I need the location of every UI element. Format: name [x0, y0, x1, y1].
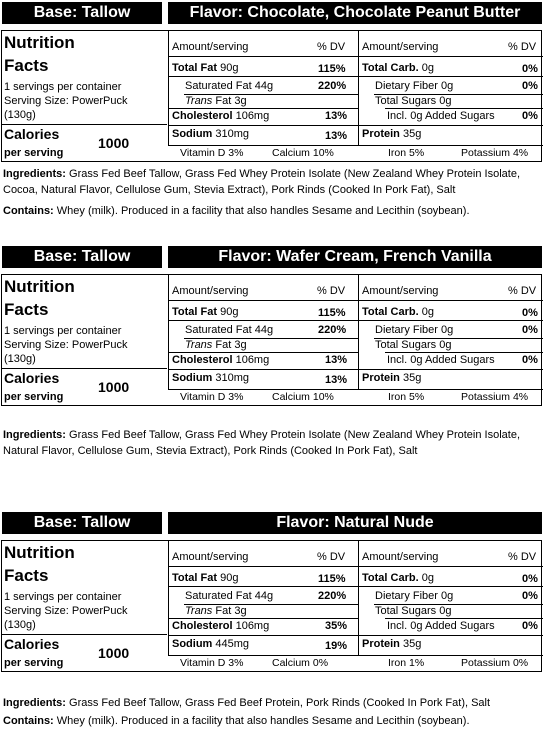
iron-label: Iron: [388, 657, 407, 669]
servings-per-container: 1 servings per container: [4, 591, 122, 603]
serving-size: Serving Size: PowerPuck: [4, 339, 128, 351]
added-sugars-dv: 0%: [522, 110, 538, 122]
ingredients-value: Grass Fed Beef Tallow, Grass Fed Whey Protein Isolate (New Zealand Whey Protein Isolate, Cocoa, Natural Flavor, Cellulose Gum, Stevia Extract), Pork Rinds (Cooked In Pork Fat), Salt: [3, 168, 521, 196]
iron-value: 1%: [409, 657, 425, 669]
calcium-label: Calcium: [272, 657, 310, 669]
trans-fat-value: 3g: [234, 605, 247, 617]
trans-fat-row: [185, 605, 247, 617]
ingredients-value: Grass Fed Beef Tallow, Grass Fed Beef Protein, Pork Rinds (Cooked In Pork Fat), Salt: [69, 697, 491, 709]
calories-divider: [2, 368, 167, 369]
vitamin-d-value: 3%: [228, 391, 244, 403]
per-serving-label: per serving: [4, 657, 64, 669]
sodium-dv: 13%: [325, 374, 348, 386]
saturated-fat-value: 44g: [254, 590, 274, 602]
saturated-fat-label: Saturated Fat: [185, 590, 252, 602]
incl-label: Incl.: [387, 110, 408, 122]
vitamin-divider: [168, 655, 543, 656]
sodium-label: Sodium: [172, 372, 213, 384]
calcium-value: 0%: [312, 657, 329, 669]
total-fat-row: [172, 572, 238, 584]
saturated-fat-value: 44g: [254, 80, 274, 92]
trans-fat-value: 3g: [234, 95, 247, 107]
cholesterol-dv: 35%: [325, 620, 348, 632]
nutrition-facts-panel: [1, 30, 542, 162]
calories-label: Calories: [4, 126, 60, 142]
total-sugars-row: [375, 95, 451, 107]
serving-size: Serving Size: PowerPuck: [4, 95, 128, 107]
nutrition-title: Nutrition: [4, 277, 75, 296]
amount-serving-header: Amount/serving: [172, 551, 249, 563]
per-serving-label: per serving: [4, 391, 64, 403]
saturated-fat-row: [185, 80, 273, 92]
calories-label: Calories: [4, 370, 60, 386]
cholesterol-value: 106mg: [235, 620, 270, 632]
row-divider: [358, 300, 543, 301]
protein-row: [362, 638, 421, 650]
added-sugars-value: 0g: [410, 620, 423, 632]
contains-label: Contains:: [3, 715, 54, 727]
cholesterol-dv: 13%: [325, 110, 348, 122]
saturated-fat-dv: 220%: [318, 590, 347, 602]
row-divider: [168, 76, 358, 77]
cholesterol-dv: 13%: [325, 354, 348, 366]
total-carb-dv: 0%: [522, 307, 538, 319]
protein-row: [362, 372, 421, 384]
row-divider: [358, 369, 543, 370]
row-divider: [358, 125, 543, 126]
calcium: [272, 391, 334, 403]
ingredients-text: [3, 695, 541, 711]
potassium-label: Potassium: [461, 657, 511, 669]
total-carb-row: [362, 62, 434, 74]
dietary-fiber-value: 0g: [441, 590, 454, 602]
added-sugars-label: Added Sugars: [424, 354, 495, 366]
potassium: [461, 147, 528, 159]
total-fat-dv: 115%: [318, 307, 346, 319]
servings-per-container: 1 servings per container: [4, 325, 122, 337]
sodium-value: 310mg: [215, 372, 250, 384]
dietary-fiber-dv: 0%: [522, 324, 538, 336]
cholesterol-row: [172, 620, 269, 632]
facts-title: Facts: [4, 56, 49, 75]
incl-label: Incl.: [387, 354, 408, 366]
cholesterol-row: [172, 354, 269, 366]
sodium-row: [172, 372, 249, 384]
flavor-header: Flavor: Wafer Cream, French Vanilla: [168, 246, 542, 268]
trans-fat-label: Fat: [215, 605, 232, 617]
total-fat-label: Total Fat: [172, 306, 218, 318]
base-header: Base: Tallow: [2, 512, 162, 534]
total-carb-label: Total Carb.: [362, 62, 419, 74]
saturated-fat-row: [185, 590, 273, 602]
iron-label: Iron: [388, 147, 407, 159]
total-sugars-label: Total Sugars: [375, 95, 437, 107]
facts-title: Facts: [4, 300, 49, 319]
contains-text: [3, 203, 541, 219]
sodium-label: Sodium: [172, 128, 213, 140]
base-header: Base: Tallow: [2, 2, 162, 24]
added-sugars-dv: 0%: [522, 354, 538, 366]
potassium-label: Potassium: [461, 147, 511, 159]
total-sugars-label: Total Sugars: [375, 605, 437, 617]
sodium-label: Sodium: [172, 638, 213, 650]
flavor-header: Flavor: Natural Nude: [168, 512, 542, 534]
vitamin-divider: [168, 145, 543, 146]
added-sugars-value: 0g: [410, 354, 423, 366]
total-carb-dv: 0%: [522, 63, 538, 75]
potassium: [461, 657, 528, 669]
total-carb-value: 0g: [421, 306, 434, 318]
dietary-fiber-row: [375, 324, 453, 336]
added-sugars-value: 0g: [410, 110, 423, 122]
cholesterol-label: Cholesterol: [172, 354, 233, 366]
potassium-value: 0%: [512, 657, 529, 669]
base-header: Base: Tallow: [2, 246, 162, 268]
iron-value: 5%: [409, 391, 425, 403]
added-sugars-row: [387, 110, 495, 122]
row-divider: [168, 56, 358, 57]
ingredients-value: Grass Fed Beef Tallow, Grass Fed Whey Protein Isolate (New Zealand Whey Protein Isolate, Natural Flavor, Cellulose Gum, Stevia Extract), Pork Rinds (Cooked In Pork Fat), Salt: [3, 429, 521, 457]
vitamin-d: [180, 147, 243, 159]
row-divider: [168, 300, 358, 301]
amount-serving-header: Amount/serving: [172, 285, 249, 297]
vitamin-divider: [168, 389, 543, 390]
calcium-label: Calcium: [272, 391, 310, 403]
pct-dv-header: % DV: [317, 285, 346, 297]
calcium-value: 10%: [312, 391, 334, 403]
cholesterol-value: 106mg: [235, 110, 270, 122]
total-fat-value: 90g: [220, 62, 239, 74]
total-carb-value: 0g: [421, 572, 434, 584]
dietary-fiber-dv: 0%: [522, 590, 538, 602]
dietary-fiber-label: Dietary Fiber: [375, 324, 438, 336]
amount-serving-header-right: Amount/serving: [362, 551, 439, 563]
vitamin-d-label: Vitamin D: [180, 657, 226, 669]
serving-size: Serving Size: PowerPuck: [4, 605, 128, 617]
ingredients-text: [3, 427, 541, 459]
contains-value: Whey (milk). Produced in a facility that also handles Sesame and Lecithin (soybean).: [56, 715, 470, 727]
amount-serving-header: Amount/serving: [172, 41, 249, 53]
total-fat-value: 90g: [220, 306, 239, 318]
total-carb-label: Total Carb.: [362, 572, 419, 584]
row-divider: [358, 586, 543, 587]
sodium-value: 310mg: [215, 128, 250, 140]
calcium-label: Calcium: [272, 147, 310, 159]
calories-divider: [2, 124, 167, 125]
sodium-value: 445mg: [215, 638, 250, 650]
nutrition-title: Nutrition: [4, 33, 75, 52]
total-sugars-row: [375, 339, 451, 351]
servings-per-container: 1 servings per container: [4, 81, 122, 93]
serving-weight: (130g): [4, 109, 36, 121]
added-sugars-row: [387, 354, 495, 366]
protein-label: Protein: [362, 372, 400, 384]
dietary-fiber-value: 0g: [441, 80, 454, 92]
nutrition-facts-panel: [1, 274, 542, 406]
amount-serving-header-right: Amount/serving: [362, 41, 439, 53]
trans-fat-label: Fat: [215, 339, 232, 351]
vitamin-d-value: 3%: [228, 147, 244, 159]
total-carb-value: 0g: [421, 62, 434, 74]
trans-fat-label-italic: Trans: [185, 605, 213, 617]
pct-dv-header: % DV: [317, 41, 346, 53]
total-fat-row: [172, 306, 238, 318]
saturated-fat-label: Saturated Fat: [185, 324, 252, 336]
total-sugars-value: 0g: [439, 605, 452, 617]
incl-label: Incl.: [387, 620, 408, 632]
row-divider: [168, 586, 358, 587]
vitamin-d: [180, 391, 243, 403]
contains-label: Contains:: [3, 205, 54, 217]
potassium-value: 4%: [512, 391, 529, 403]
row-divider: [358, 76, 543, 77]
total-fat-label: Total Fat: [172, 62, 218, 74]
calcium-value: 10%: [312, 147, 334, 159]
serving-weight: (130g): [4, 353, 36, 365]
added-sugars-dv: 0%: [522, 620, 538, 632]
row-divider: [168, 108, 358, 109]
calcium: [272, 147, 334, 159]
total-fat-dv: 115%: [318, 573, 346, 585]
total-sugars-row: [375, 605, 451, 617]
pct-dv-header-right: % DV: [508, 285, 537, 297]
row-divider: [358, 635, 543, 636]
row-divider: [168, 369, 358, 370]
added-sugars-row: [387, 620, 495, 632]
row-divider: [168, 320, 358, 321]
dietary-fiber-label: Dietary Fiber: [375, 590, 438, 602]
dietary-fiber-value: 0g: [441, 324, 454, 336]
iron-label: Iron: [388, 391, 407, 403]
column-divider-left: [168, 541, 169, 656]
amount-serving-header-right: Amount/serving: [362, 285, 439, 297]
vitamin-d-label: Vitamin D: [180, 147, 226, 159]
ingredients-label: Ingredients:: [3, 429, 66, 441]
row-divider: [168, 566, 358, 567]
column-divider-left: [168, 275, 169, 390]
iron: [388, 391, 424, 403]
ingredients-label: Ingredients:: [3, 168, 66, 180]
calories-value: 1000: [98, 645, 130, 661]
vitamin-d: [180, 657, 243, 669]
trans-fat-row: [185, 339, 247, 351]
protein-value: 35g: [402, 638, 422, 650]
pct-dv-header-right: % DV: [508, 41, 537, 53]
calcium: [272, 657, 328, 669]
trans-fat-label-italic: Trans: [185, 95, 213, 107]
nutrition-facts-panel: [1, 540, 542, 672]
cholesterol-value: 106mg: [235, 354, 270, 366]
column-divider-right: [358, 275, 359, 390]
total-sugars-value: 0g: [439, 95, 452, 107]
row-divider: [385, 108, 543, 109]
added-sugars-label: Added Sugars: [424, 620, 495, 632]
row-divider: [358, 56, 543, 57]
iron: [388, 147, 424, 159]
contains-text: [3, 713, 541, 729]
nutrition-title: Nutrition: [4, 543, 75, 562]
protein-value: 35g: [402, 372, 422, 384]
row-divider: [358, 320, 543, 321]
protein-row: [362, 128, 421, 140]
total-sugars-value: 0g: [439, 339, 452, 351]
dietary-fiber-row: [375, 80, 453, 92]
sodium-row: [172, 638, 249, 650]
protein-label: Protein: [362, 128, 400, 140]
saturated-fat-row: [185, 324, 273, 336]
saturated-fat-label: Saturated Fat: [185, 80, 252, 92]
dietary-fiber-row: [375, 590, 453, 602]
total-carb-dv: 0%: [522, 573, 538, 585]
serving-weight: (130g): [4, 619, 36, 631]
dietary-fiber-label: Dietary Fiber: [375, 80, 438, 92]
saturated-fat-dv: 220%: [318, 324, 347, 336]
calories-value: 1000: [98, 379, 130, 395]
pct-dv-header-right: % DV: [508, 551, 537, 563]
sodium-dv: 19%: [325, 640, 348, 652]
iron-value: 5%: [409, 147, 425, 159]
row-divider: [168, 352, 358, 353]
total-carb-label: Total Carb.: [362, 306, 419, 318]
potassium-label: Potassium: [461, 391, 511, 403]
vitamin-d-value: 3%: [228, 657, 244, 669]
sodium-dv: 13%: [325, 130, 348, 142]
total-carb-row: [362, 306, 434, 318]
row-divider: [168, 618, 358, 619]
iron: [388, 657, 424, 669]
ingredients-text: [3, 166, 541, 198]
row-divider: [168, 635, 358, 636]
ingredients-label: Ingredients:: [3, 697, 66, 709]
total-sugars-label: Total Sugars: [375, 339, 437, 351]
flavor-header: Flavor: Chocolate, Chocolate Peanut Butter: [168, 2, 542, 24]
added-sugars-label: Added Sugars: [424, 110, 495, 122]
saturated-fat-value: 44g: [254, 324, 274, 336]
trans-fat-value: 3g: [234, 339, 247, 351]
total-carb-row: [362, 572, 434, 584]
trans-fat-label: Fat: [215, 95, 232, 107]
calories-label: Calories: [4, 636, 60, 652]
pct-dv-header: % DV: [317, 551, 346, 563]
cholesterol-label: Cholesterol: [172, 620, 233, 632]
protein-label: Protein: [362, 638, 400, 650]
protein-value: 35g: [402, 128, 422, 140]
column-divider-left: [168, 31, 169, 146]
row-divider: [385, 618, 543, 619]
trans-fat-row: [185, 95, 247, 107]
potassium-value: 4%: [512, 147, 529, 159]
row-divider: [358, 566, 543, 567]
row-divider: [168, 125, 358, 126]
total-fat-dv: 115%: [318, 63, 346, 75]
column-divider-right: [358, 541, 359, 656]
per-serving-label: per serving: [4, 147, 64, 159]
cholesterol-label: Cholesterol: [172, 110, 233, 122]
contains-value: Whey (milk). Produced in a facility that also handles Sesame and Lecithin (soybean).: [56, 205, 470, 217]
sodium-row: [172, 128, 249, 140]
calories-value: 1000: [98, 135, 130, 151]
cholesterol-row: [172, 110, 269, 122]
total-fat-row: [172, 62, 238, 74]
calories-divider: [2, 634, 167, 635]
trans-fat-label-italic: Trans: [185, 339, 213, 351]
total-fat-label: Total Fat: [172, 572, 218, 584]
facts-title: Facts: [4, 566, 49, 585]
potassium: [461, 391, 528, 403]
dietary-fiber-dv: 0%: [522, 80, 538, 92]
vitamin-d-label: Vitamin D: [180, 391, 226, 403]
column-divider-right: [358, 31, 359, 146]
row-divider: [385, 352, 543, 353]
saturated-fat-dv: 220%: [318, 80, 347, 92]
total-fat-value: 90g: [220, 572, 239, 584]
